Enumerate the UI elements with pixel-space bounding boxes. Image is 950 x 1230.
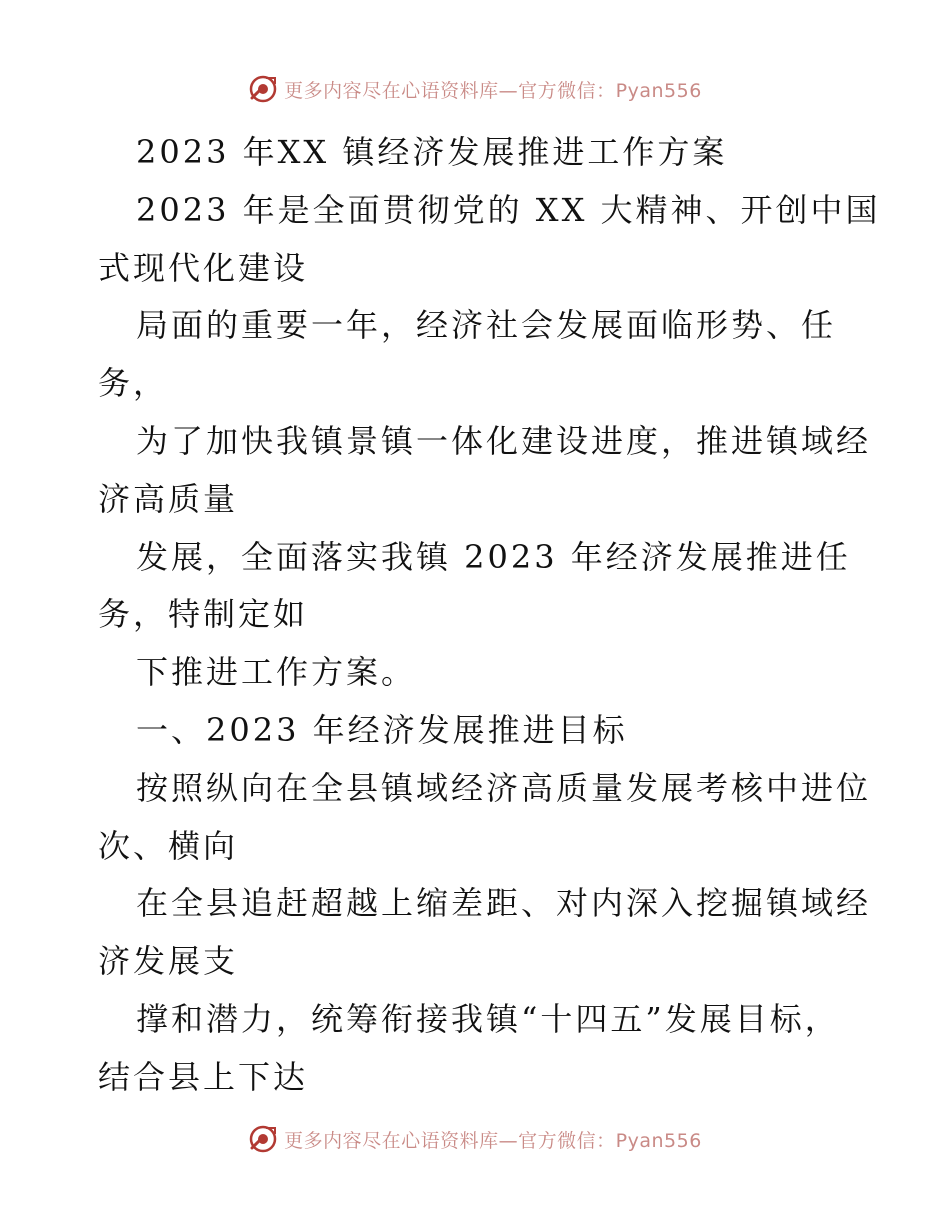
text-line: 发展，全面落实我镇 2023 年经济发展推进任 <box>136 537 851 576</box>
text-line: 按照纵向在全县镇域经济高质量发展考核中进位 <box>136 768 872 807</box>
text-line: 下推进工作方案。 <box>136 653 417 692</box>
text-line: 结合县上下达 <box>98 1057 309 1096</box>
document-body <box>98 124 881 1107</box>
text-line: 2023 年是全面贯彻党的 XX 大精神、开创中国 <box>136 190 881 229</box>
text-line: 次、横向 <box>98 826 239 865</box>
text-line: 式现代化建设 <box>98 248 309 287</box>
text-line: 一、2023 年经济发展推进目标 <box>136 710 628 749</box>
text-line: 在全县追赶超越上缩差距、对内深入挖掘镇域经 <box>136 884 872 923</box>
watermark-text: 更多内容尽在心语资料库—官方微信：Pyan556 <box>284 1129 702 1152</box>
text-line: 务，特制定如 <box>98 595 309 634</box>
text-line: 撑和潜力，统筹衔接我镇“十四五”发展目标， <box>136 999 840 1038</box>
footer-watermark <box>0 1122 950 1156</box>
header-watermark <box>0 72 950 106</box>
text-line: 务， <box>98 364 169 403</box>
text-line: 局面的重要一年，经济社会发展面临形势、任 <box>136 306 837 345</box>
document-title: 2023 年XX 镇经济发展推进工作方案 <box>136 133 728 171</box>
watermark-text: 更多内容尽在心语资料库—官方微信：Pyan556 <box>284 79 702 102</box>
text-line: 济高质量 <box>98 479 239 518</box>
pen-circle-icon <box>248 1124 278 1154</box>
text-line: 为了加快我镇景镇一体化建设进度，推进镇域经 <box>136 421 872 460</box>
pen-circle-icon <box>248 74 278 104</box>
text-line: 济发展支 <box>98 942 239 981</box>
